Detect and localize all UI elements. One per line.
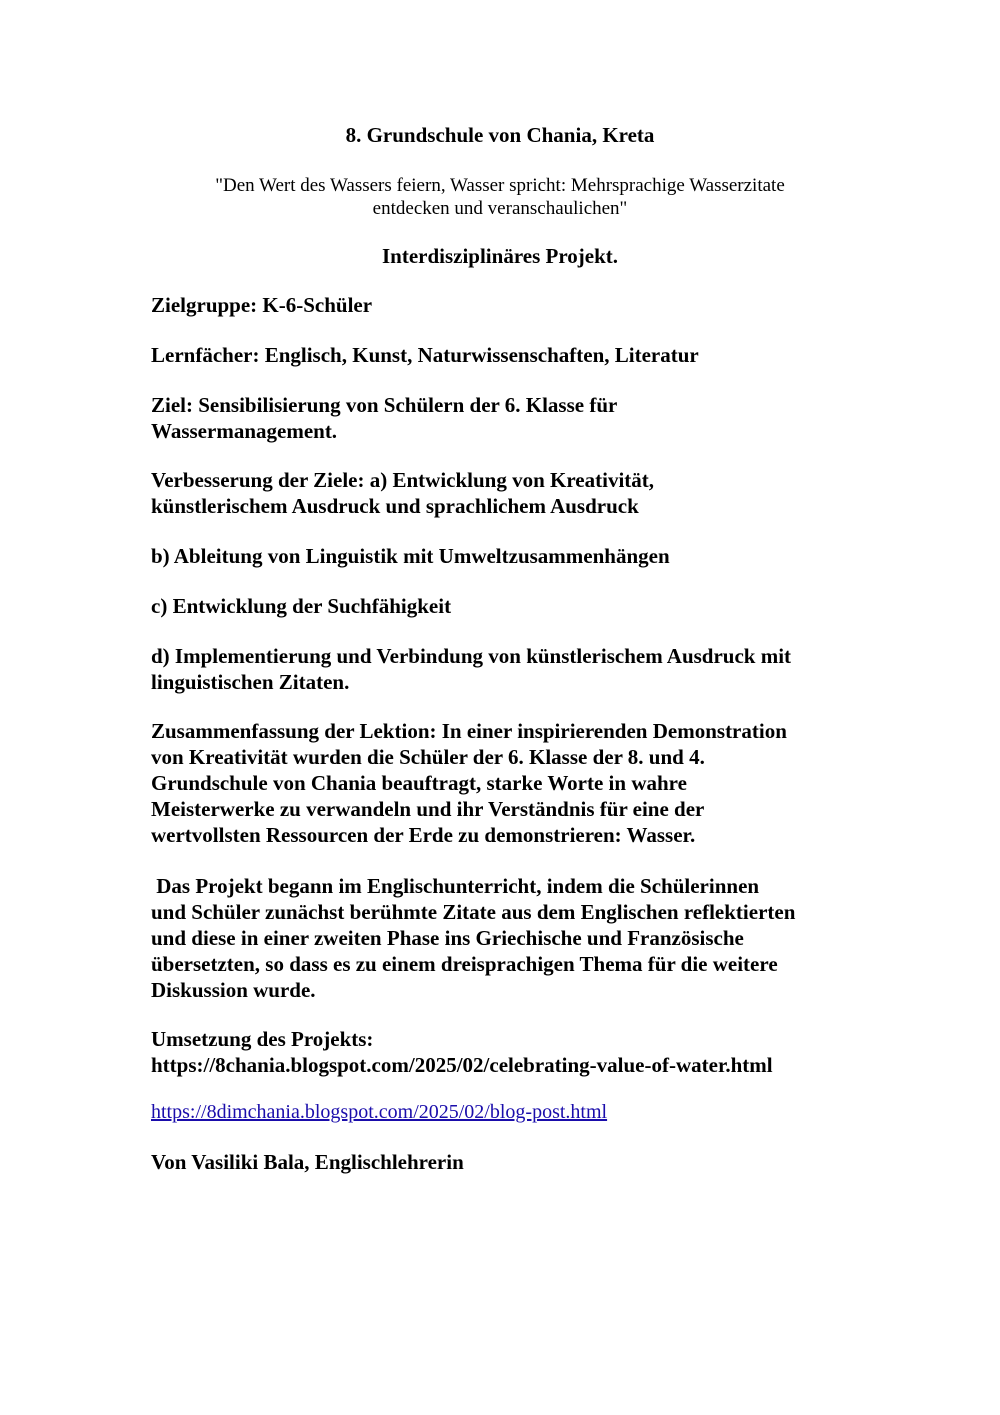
project-line-5: Diskussion wurde. [151,978,316,1002]
summary-line-5: wertvollsten Ressourcen der Erde zu demonstrieren: Wasser. [151,823,696,847]
goal-line-1: Ziel: Sensibilisierung von Schülern der 6. Klasse für [151,393,618,417]
goal-line-2: Wassermanagement. [151,419,338,443]
implementation-label: Umsetzung des Projekts: [151,1027,374,1051]
project-quote-line-1: "Den Wert des Wassers feiern, Wasser spricht: Mehrsprachige Wasserzitate [215,175,785,196]
school-title: 8. Grundschule von Chania, Kreta [345,123,655,147]
project-line-4: übersetzten, so dass es zu einem dreisprachigen Thema für die weitere [151,952,778,976]
author-signature: Von Vasiliki Bala, Englischlehrerin [151,1150,464,1174]
summary-line-1: Zusammenfassung der Lektion: In einer inspirierenden Demonstration [151,719,787,743]
project-line-1: Das Projekt begann im Englischunterricht, indem die Schülerinnen [151,874,760,898]
implementation-url: https://8chania.blogspot.com/2025/02/celebrating-value-of-water.html [151,1053,773,1077]
summary-line-4: Meisterwerke zu verwandeln und ihr Verständnis für eine der [151,797,705,821]
summary-line-2: von Kreativität wurden die Schüler der 6. Klasse der 8. und 4. [151,745,705,769]
improvement-goals-line-1: Verbesserung der Ziele: a) Entwicklung von Kreativität, [151,468,655,492]
improvement-goals-line-2: künstlerischem Ausdruck und sprachlichem Ausdruck [151,494,639,518]
target-group: Zielgruppe: K-6-Schüler [151,293,373,317]
project-quote-line-2: entdecken und veranschaulichen" [372,198,628,219]
goal-d-line-1: d) Implementierung und Verbindung von künstlerischem Ausdruck mit [151,644,792,668]
summary-line-3: Grundschule von Chania beauftragt, starke Worte in wahre [151,771,687,795]
project-type-heading: Interdisziplinäres Projekt. [381,244,619,268]
goal-d-line-2: linguistischen Zitaten. [151,670,350,694]
project-line-2: und Schüler zunächst berühmte Zitate aus dem Englischen reflektierten [151,900,796,924]
blog-post-link[interactable]: https://8dimchania.blogspot.com/2025/02/blog-post.html [151,1101,608,1123]
goal-b: b) Ableitung von Linguistik mit Umweltzusammenhängen [151,544,670,568]
project-line-3: und diese in einer zweiten Phase ins Griechische und Französische [151,926,744,950]
subjects: Lernfächer: Englisch, Kunst, Naturwissenschaften, Literatur [151,343,699,367]
goal-c: c) Entwicklung der Suchfähigkeit [151,594,452,618]
